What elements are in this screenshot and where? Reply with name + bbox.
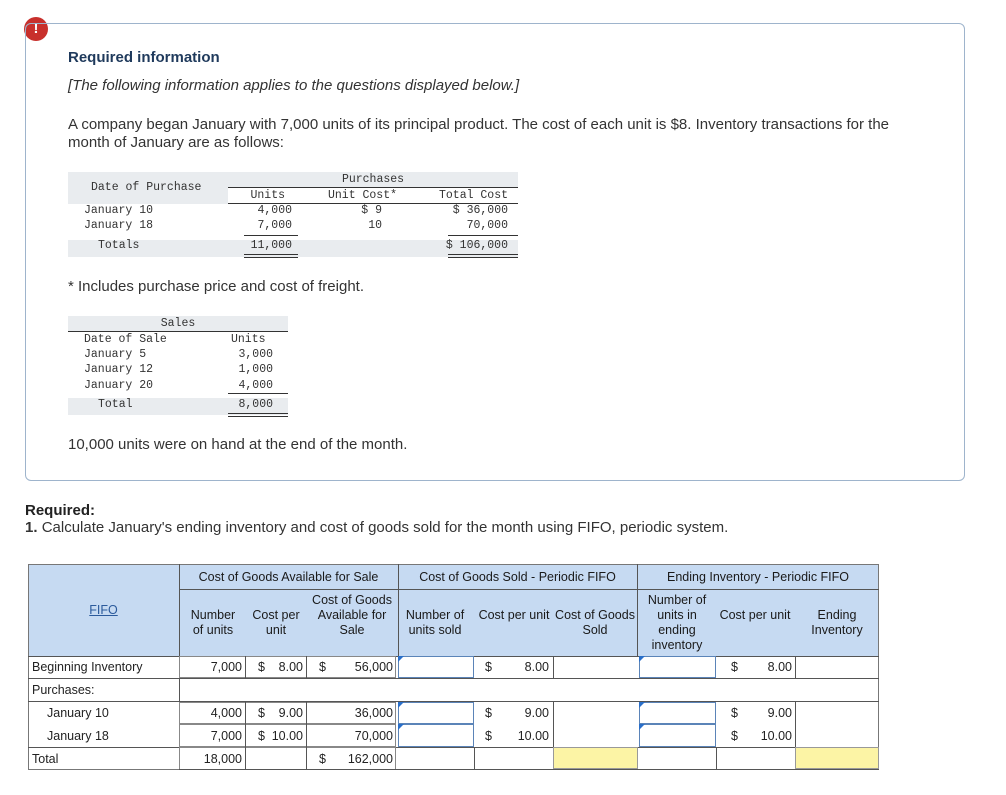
grid-line: [795, 656, 796, 678]
purchase-row-units: 7,000: [257, 219, 292, 232]
beginning-units: 7,000: [210, 660, 242, 674]
purchases-col-total-cost: Total Cost: [438, 189, 508, 202]
total-cogs-input[interactable]: [553, 747, 638, 769]
jan10-sold-sign: $: [485, 706, 492, 720]
sales-sum-rule: [228, 393, 288, 394]
sale-row-date: January 20: [84, 379, 154, 392]
col-cogs: Cost of Goods Sold: [555, 608, 635, 637]
grid-line: [245, 724, 246, 747]
group-cogs: Cost of Goods Sold - Periodic FIFO: [419, 570, 616, 584]
jan10-end-cost: 9.00: [767, 706, 792, 720]
col-units-ending: Number of units in ending inventory: [647, 593, 707, 652]
required-label: Required:: [25, 502, 96, 519]
grid-line: [179, 769, 879, 770]
purchases-group-rule: [228, 187, 518, 188]
total-ending-inventory-input[interactable]: [795, 747, 879, 769]
grid-line: [179, 589, 879, 590]
grid-line: [28, 747, 879, 748]
sales-total-label: Total: [98, 398, 133, 411]
jan10-cost-sign: $: [258, 706, 265, 720]
sales-col-date: Date of Sale: [84, 333, 167, 346]
row-label-jan10: January 10: [47, 706, 109, 720]
grid-line: [795, 724, 796, 747]
sales-col-units: Units: [231, 333, 266, 346]
sale-row-units: 1,000: [238, 363, 273, 376]
beginning-sold-sign: $: [485, 660, 492, 674]
grid-line: [474, 747, 475, 770]
panel-note: [The following information applies to the questions displayed below.]: [68, 77, 520, 94]
sale-row-units: 3,000: [238, 348, 273, 361]
beginning-cost: 8.00: [278, 660, 303, 674]
purchases-totals-units: 11,000: [250, 239, 292, 252]
total-units: 18,000: [203, 752, 242, 766]
footnote: * Includes purchase price and cost of freight.: [68, 278, 365, 295]
sales-group-rule: [68, 331, 288, 332]
panel-title: Required information: [68, 49, 220, 66]
purchase-row-unit-cost: $ 9: [361, 204, 382, 217]
group-ending: Ending Inventory - Periodic FIFO: [666, 570, 850, 584]
grid-line: [245, 702, 246, 724]
alert-icon: !: [24, 17, 48, 41]
sale-row-units: 4,000: [238, 379, 273, 392]
jan18-units-sold-input[interactable]: [398, 724, 474, 747]
purchase-row-date: January 10: [84, 204, 154, 217]
sale-row-date: January 12: [84, 363, 154, 376]
col-number-of-units: Number of units: [190, 608, 236, 637]
grid-line: [553, 702, 554, 724]
col-units-sold: Number of units sold: [405, 608, 465, 637]
col-ending-inventory: Ending Inventory: [811, 608, 863, 637]
beginning-units-sold-input[interactable]: [398, 656, 474, 678]
grid-line: [245, 747, 246, 770]
jan10-end-sign: $: [731, 706, 738, 720]
beginning-total: 56,000: [354, 660, 393, 674]
problem-intro: A company began January with 7,000 units of its principal product. The cost of each unit is $8. Inventory transactions for the month of January are as follows:: [68, 116, 890, 151]
purchase-row-total-cost: 70,000: [466, 219, 508, 232]
col-cost-per-unit: Cost per unit: [252, 608, 300, 637]
grid-line: [716, 747, 717, 770]
purchase-row-date: January 18: [84, 219, 154, 232]
beginning-units-ending-input[interactable]: [639, 656, 716, 678]
grid-line: [28, 678, 879, 679]
col-ending-cost-per-unit: Cost per unit: [719, 608, 791, 622]
beginning-end-cost: 8.00: [767, 660, 792, 674]
grid-line: [306, 656, 307, 678]
purchases-units-sum-rule: [244, 235, 298, 236]
jan18-cost: 10.00: [271, 729, 303, 743]
required-number: 1.: [25, 519, 38, 536]
grid-line: [795, 702, 796, 724]
purchases-cost-double-rule: [448, 254, 518, 258]
row-label-purchases: Purchases:: [32, 683, 95, 697]
purchases-group-label: Purchases: [341, 173, 405, 186]
required-question-text: Calculate January's ending inventory and cost of goods sold for the month using FIFO, periodic system.: [41, 519, 729, 536]
sales-total-units: 8,000: [238, 398, 273, 411]
jan10-units: 4,000: [210, 706, 242, 720]
purchases-cost-sum-rule: [448, 235, 518, 236]
grid-line: [245, 656, 246, 678]
jan18-total: 70,000: [354, 729, 393, 743]
grid-line: [553, 724, 554, 747]
sale-row-date: January 5: [84, 348, 147, 361]
grid-line: [553, 656, 554, 678]
purchase-row-unit-cost: 10: [368, 219, 382, 232]
purchases-units-double-rule: [244, 254, 298, 258]
beginning-end-sign: $: [731, 660, 738, 674]
beginning-total-sign: $: [319, 660, 326, 674]
row-label-jan18: January 18: [47, 729, 109, 743]
grid-line: [306, 724, 307, 747]
jan10-units-sold-input[interactable]: [398, 702, 474, 724]
required-question: [25, 519, 728, 536]
purchase-row-total-cost: $ 36,000: [452, 204, 508, 217]
beginning-sold-cost: 8.00: [524, 660, 549, 674]
row-label-total: Total: [32, 752, 59, 766]
col-cogas: Cost of Goods Available for Sale: [312, 593, 392, 637]
row-label-beginning: Beginning Inventory: [32, 660, 143, 674]
jan18-units: 7,000: [210, 729, 242, 743]
jan18-end-sign: $: [731, 729, 738, 743]
fifo-link[interactable]: FIFO: [89, 603, 118, 617]
sales-group-label: Sales: [160, 317, 196, 330]
jan18-sold-sign: $: [485, 729, 492, 743]
jan10-cost: 9.00: [278, 706, 303, 720]
purchases-totals-cost: $ 106,000: [445, 239, 508, 252]
total-cogas: 162,000: [347, 752, 393, 766]
jan18-sold-cost: 10.00: [517, 729, 549, 743]
total-sign: $: [319, 752, 326, 766]
group-cogas: Cost of Goods Available for Sale: [198, 570, 379, 584]
purchases-col-unit-cost: Unit Cost*: [328, 189, 398, 202]
purchases-totals-label: Totals: [98, 239, 140, 252]
sales-total-double-rule: [228, 413, 288, 417]
grid-line: [306, 747, 307, 770]
units-on-hand-note: 10,000 units were on hand at the end of the month.: [68, 436, 408, 453]
jan10-units-ending-input[interactable]: [639, 702, 716, 724]
purchase-row-units: 4,000: [257, 204, 292, 217]
jan18-cost-sign: $: [258, 729, 265, 743]
col-sold-cost-per-unit: Cost per unit: [478, 608, 550, 622]
jan10-total: 36,000: [354, 706, 393, 720]
jan18-units-ending-input[interactable]: [639, 724, 716, 747]
purchases-col-units: Units: [250, 189, 285, 202]
jan10-sold-cost: 9.00: [524, 706, 549, 720]
grid-line: [306, 702, 307, 724]
beginning-cost-sign: $: [258, 660, 265, 674]
jan18-end-cost: 10.00: [760, 729, 792, 743]
purchases-col-date: Date of Purchase: [91, 181, 202, 194]
